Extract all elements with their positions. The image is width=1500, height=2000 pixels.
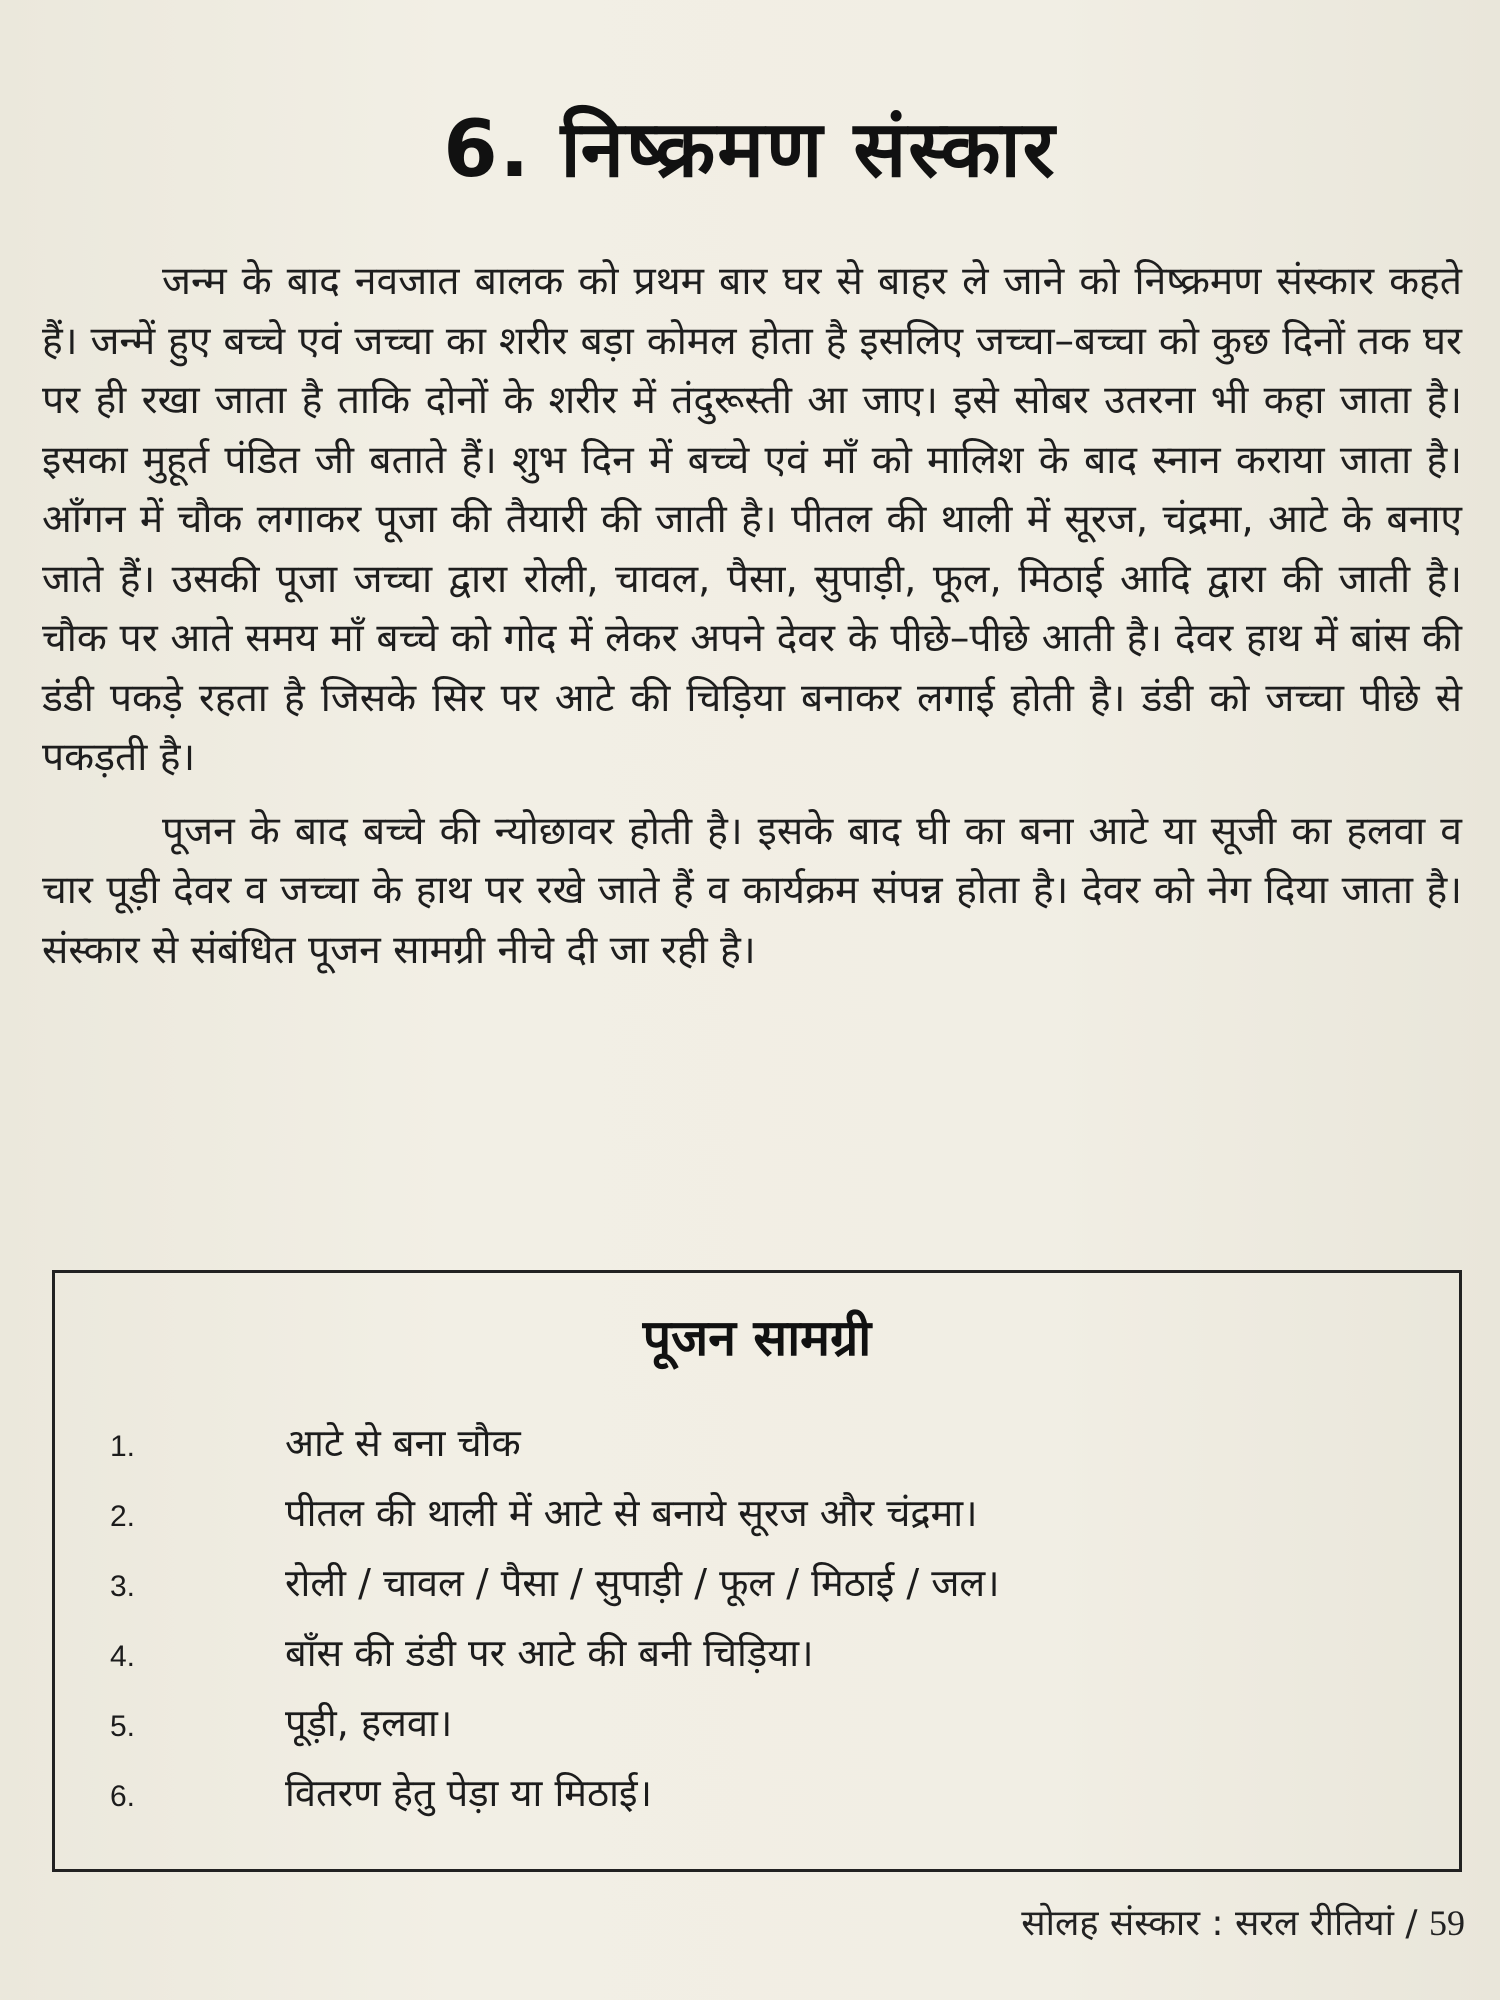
- list-item: [110, 1688, 1410, 1758]
- samagri-list: [110, 1408, 1410, 1828]
- body-text: [42, 252, 1462, 980]
- paragraph-2: पूजन के बाद बच्चे की न्योछावर होती है। इसके बाद घी का बना आटे या सूजी का हलवा व चार पूड़ी देवर व जच्चा के हाथ पर रखे जाते हैं व कार्यक्रम संपन्न होता है। देवर को नेग दिया जाता है। संस्कार से संबंधित पूजन सामग्री नीचे दी जा रही है।: [42, 808, 1462, 973]
- list-item: [110, 1618, 1410, 1688]
- item-number: 6.: [110, 1780, 136, 1813]
- item-text: पीतल की थाली में आटे से बनाये सूरज और चंद्रमा।: [285, 1491, 978, 1535]
- chapter-title: 6. निष्क्रमण संस्कार: [443, 105, 1057, 195]
- item-number: 5.: [110, 1710, 136, 1743]
- item-number: 1.: [110, 1430, 136, 1463]
- item-text: पूड़ी, हलवा।: [285, 1701, 453, 1745]
- page-number: 59: [1429, 1903, 1465, 1943]
- page-footer: [1021, 1898, 1465, 1949]
- item-text: बाँस की डंडी पर आटे की बनी चिड़िया।: [285, 1631, 814, 1675]
- pujan-samagri-box: [52, 1270, 1462, 1872]
- list-item: [110, 1758, 1410, 1828]
- paragraph-1: जन्म के बाद नवजात बालक को प्रथम बार घर से बाहर ले जाने को निष्क्रमण संस्कार कहते हैं। जन्में हुए बच्चे एवं जच्चा का शरीर बड़ा कोमल होता है इसलिए जच्चा–बच्चा को कुछ दिनों तक घर पर ही रखा जाता है ताकि दोनों के शरीर में तंदुरूस्ती आ जाए। इसे सोबर उतरना भी कहा जाता है। इसका मुहूर्त पंडित जी बताते हैं। शुभ दिन में बच्चे एवं माँ को मालिश के बाद स्नान कराया जाता है। आँगन में चौक लगाकर पूजा की तैयारी की जाती है। पीतल की थाली में सूरज, चंद्रमा, आटे के बनाए जाते हैं। उसकी पूजा जच्चा द्वारा रोली, चावल, पैसा, सुपाड़ी, फूल, मिठाई आदि द्वारा की जाती है। चौक पर आते समय माँ बच्चे को गोद में लेकर अपने देवर के पीछे–पीछे आती है। देवर हाथ में बांस की डंडी पकड़े रहता है जिसके सिर पर आटे की चिड़िया बनाकर लगाई होती है। डंडी को जच्चा पीछे से पकड़ती है।: [42, 259, 1462, 780]
- footer-separator: /: [1393, 1903, 1429, 1944]
- list-item: [110, 1478, 1410, 1548]
- book-title: सोलह संस्कार : सरल रीतियां: [1021, 1903, 1394, 1944]
- list-item: [110, 1548, 1410, 1618]
- item-text: आटे से बना चौक: [285, 1421, 521, 1465]
- item-number: 3.: [110, 1570, 136, 1603]
- list-item: [110, 1408, 1410, 1478]
- item-number: 2.: [110, 1500, 136, 1533]
- item-text: वितरण हेतु पेड़ा या मिठाई।: [285, 1771, 652, 1815]
- item-text: रोली / चावल / पैसा / सुपाड़ी / फूल / मिठाई / जल।: [285, 1561, 1000, 1605]
- samagri-box-title: पूजन सामग्री: [642, 1309, 872, 1367]
- item-number: 4.: [110, 1640, 136, 1673]
